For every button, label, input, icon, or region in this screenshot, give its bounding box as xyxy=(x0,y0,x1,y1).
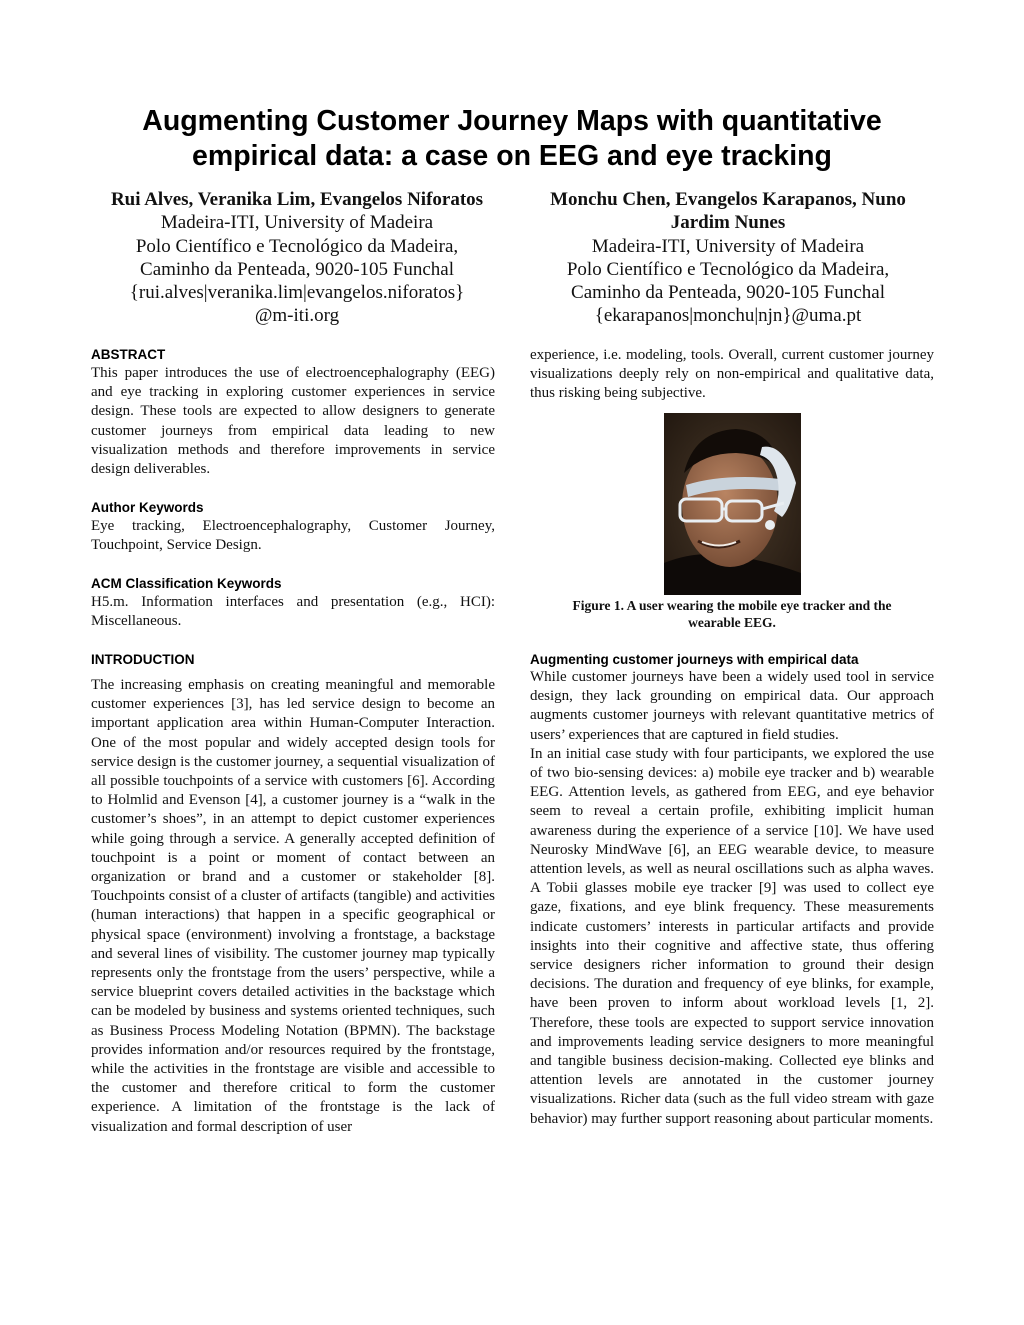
augmenting-paragraph-1: While customer journeys have been a widely used tool in service design, they lack grounding on empirical data. Our approach augments customer journeys with relevant quantitative metrics of users’ experiences that are captured in field studies. xyxy=(530,669,934,743)
acm-keywords-body xyxy=(91,593,495,631)
introduction-body xyxy=(91,676,495,1137)
author-affiliation: Madeira-ITI, University of Madeira xyxy=(160,212,434,234)
augmenting-heading: Augmenting customer journeys with empirical data xyxy=(530,652,859,667)
author-email: {ekarapanos|monchu|njn}@uma.pt xyxy=(594,305,862,327)
acm-keywords-heading: ACM Classification Keywords xyxy=(91,576,282,591)
augmenting-body xyxy=(530,668,934,1129)
author-address-line: Polo Científico e Tecnológico da Madeira, xyxy=(135,235,459,257)
abstract-body xyxy=(91,364,495,479)
figure-1-photo xyxy=(664,413,801,595)
author-names: Monchu Chen, Evangelos Karapanos, Nuno xyxy=(550,189,906,210)
author-address-line: Caminho da Penteada, 9020-105 Funchal xyxy=(140,258,454,280)
title-line-1: Augmenting Customer Journey Maps with quantitative xyxy=(142,105,882,137)
author-keywords-body xyxy=(91,517,495,555)
introduction-continuation xyxy=(530,346,934,404)
introduction-continuation-text: experience, i.e. modeling, tools. Overall, current customer journey visualizations deeply rely on non-empirical and qualitative data, thus risking being subjective. xyxy=(530,347,934,402)
abstract-heading: ABSTRACT xyxy=(91,347,166,362)
author-email: {rui.alves|veranika.lim|evangelos.niforatos} xyxy=(129,282,465,304)
figure-caption-line: wearable EEG. xyxy=(688,615,776,630)
author-affiliation: Madeira-ITI, University of Madeira xyxy=(591,235,865,257)
abstract-text: This paper introduces the use of electroencephalography (EEG) and eye tracking in exploring customer experiences in service design. These tools are expected to allow designers to generate customer journeys from empirical data leading to new visualization methods and therefore improvements in service design deliverables. xyxy=(91,365,495,478)
author-address-line: Caminho da Penteada, 9020-105 Funchal xyxy=(571,282,885,304)
title-line-2: empirical data: a case on EEG and eye tracking xyxy=(192,140,832,172)
acm-keywords-text: H5.m. Information interfaces and presentation (e.g., HCI): Miscellaneous. xyxy=(91,594,495,630)
figure-caption-line: Figure 1. A user wearing the mobile eye tracker and the xyxy=(572,598,892,613)
author-block-left xyxy=(87,188,507,328)
figure-1-caption xyxy=(540,597,924,631)
introduction-heading: INTRODUCTION xyxy=(91,652,195,667)
author-email-domain: @m-iti.org xyxy=(254,305,340,327)
author-block-right xyxy=(518,188,938,328)
author-address-line: Polo Científico e Tecnológico da Madeira, xyxy=(566,258,890,280)
augmenting-paragraph-2: In an initial case study with four participants, we explored the use of two bio-sensing devices: a) mobile eye tracker and b) wearable EEG. Attention levels, as gathered from EEG, and eye behavior seem to reveal a certain profile, exhibiting implicit human awareness during the experience of a service [10]. We have used Neurosky MindWave [6], an EEG wearable device, to measure attention levels, as well as neural oscillations such as alpha waves. A Tobii glasses mobile eye tracker [9] was used to collect eye gaze, fixations, and eye blink frequency. These measurements indicate customers’ interests in particular artifacts and provide insights into their cognitive and affective state, thus offering service designers richer information to ground their design decisions. The duration and frequency of eye blinks, for example, have been proven to inform about workload levels [1, 2]. Therefore, these tools are expected to support service innovation and improvements leading service designers to more meaningful and tangible business decision-making. Collected eye blinks and attention levels are annotated in the customer journey visualizations. Richer data (such as the full video stream with gaze behavior) may further support reasoning about particular moments. xyxy=(530,745,934,1127)
author-keywords-text: Eye tracking, Electroencephalography, Customer Journey, Touchpoint, Service Design. xyxy=(91,518,495,554)
author-names-continued: Jardim Nunes xyxy=(670,212,786,234)
introduction-text: The increasing emphasis on creating meaningful and memorable customer experiences [3], has led service design to become an important application area within Human-Computer Interaction. One of the most popular and widely accepted design tools for service design is the customer journey, a sequential visualization of all possible touchpoints of a service with customers [6]. According to Holmlid and Evenson [4], a customer journey is a “walk in the customer’s shoes”, in an attempt to depict customer experiences while going through a service. A generally accepted definition of touchpoint is a point or moment of contact between an organization or brand and a customer or stakeholder [8]. Touchpoints consist of a cluster of artifacts (tangible) and activities (human interactions) that happen in a specific geographical or physical space (environment) involving a frontstage, a backstage and several lines of visibility. The customer journey map typically represents only the frontstage from the users’ perspective, while a service blueprint covers detailed activities in the backstage which can be modeled by business and systems oriented techniques, such as Business Process Modeling Notation (BPMN). The backstage provides information and/or resources required by the frontstage, while the activities in the frontstage are visible and accessible to the customer and therefore critical to form the customer experience. A limitation of the frontstage is the lack of visualization and formal description of user xyxy=(91,677,495,1135)
user-with-eye-tracker-illustration xyxy=(664,413,801,595)
author-names: Rui Alves, Veranika Lim, Evangelos Niforatos xyxy=(110,189,484,210)
paper-title xyxy=(60,104,964,174)
author-keywords-heading: Author Keywords xyxy=(91,500,204,515)
